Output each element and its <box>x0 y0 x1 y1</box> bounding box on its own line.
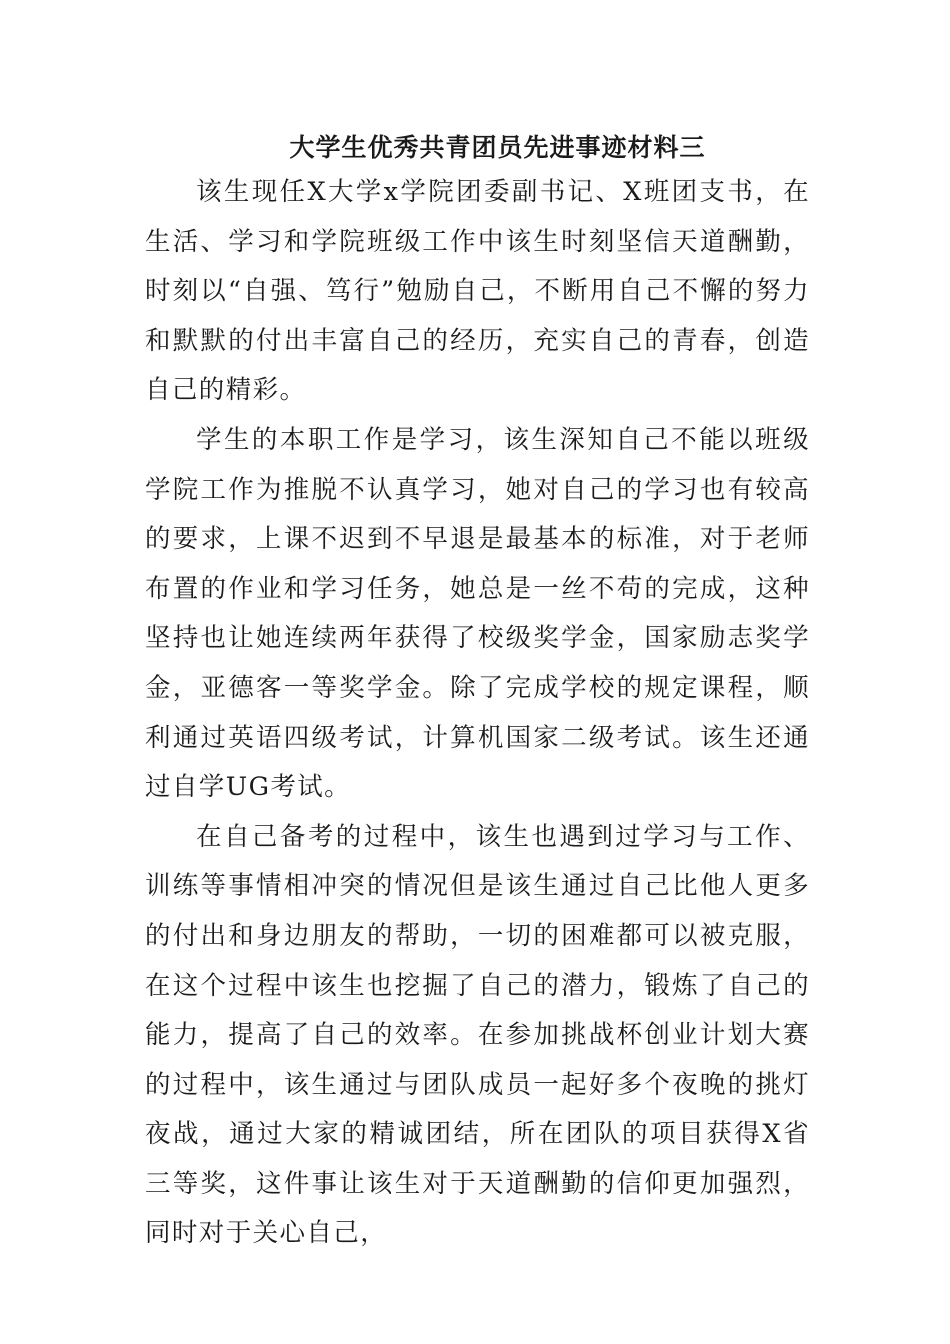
paragraph-3: 在自己备考的过程中，该生也遇到过学习与工作、训练等事情相冲突的情况但是该生通过自己比他人更多的付出和身边朋友的帮助，一切的困难都可以被克服，在这个过程中该生也挖掘了自己的潜力，锻炼了自己的能力，提高了自己的效率。在参加挑战杯创业计划大赛的过程中，该生通过与团队成员一起好多个夜晚的挑灯夜战，通过大家的精诚团结，所在团队的项目获得X省三等奖，这件事让该生对于天道酬勤的信仰更加强烈，同时对于关心自己， <box>145 821 810 1249</box>
paragraph-1: 该生现任X大学x学院团委副书记、X班团支书，在生活、学习和学院班级工作中该生时刻坚信天道酬勤，时刻以“自强、笃行”勉励自己，不断用自己不懈的努力和默默的付出丰富自己的经历，充实自己的青春，创造自己的精彩。 <box>145 177 810 406</box>
paragraph-2: 学生的本职工作是学习，该生深知自己不能以班级学院工作为推脱不认真学习，她对自己的学习也有较高的要求，上课不迟到不早退是最基本的标准，对于老师布置的作业和学习任务，她总是一丝不苟的完成，这种坚持也让她连续两年获得了校级奖学金，国家励志奖学金，亚德客一等奖学金。除了完成学校的规定课程，顺利通过英语四级考试，计算机国家二级考试。该生还通过自学UG考试。 <box>145 424 810 803</box>
document-title: 大学生优秀共青团员先进事迹材料三 <box>289 133 706 162</box>
document-page <box>145 128 810 1259</box>
